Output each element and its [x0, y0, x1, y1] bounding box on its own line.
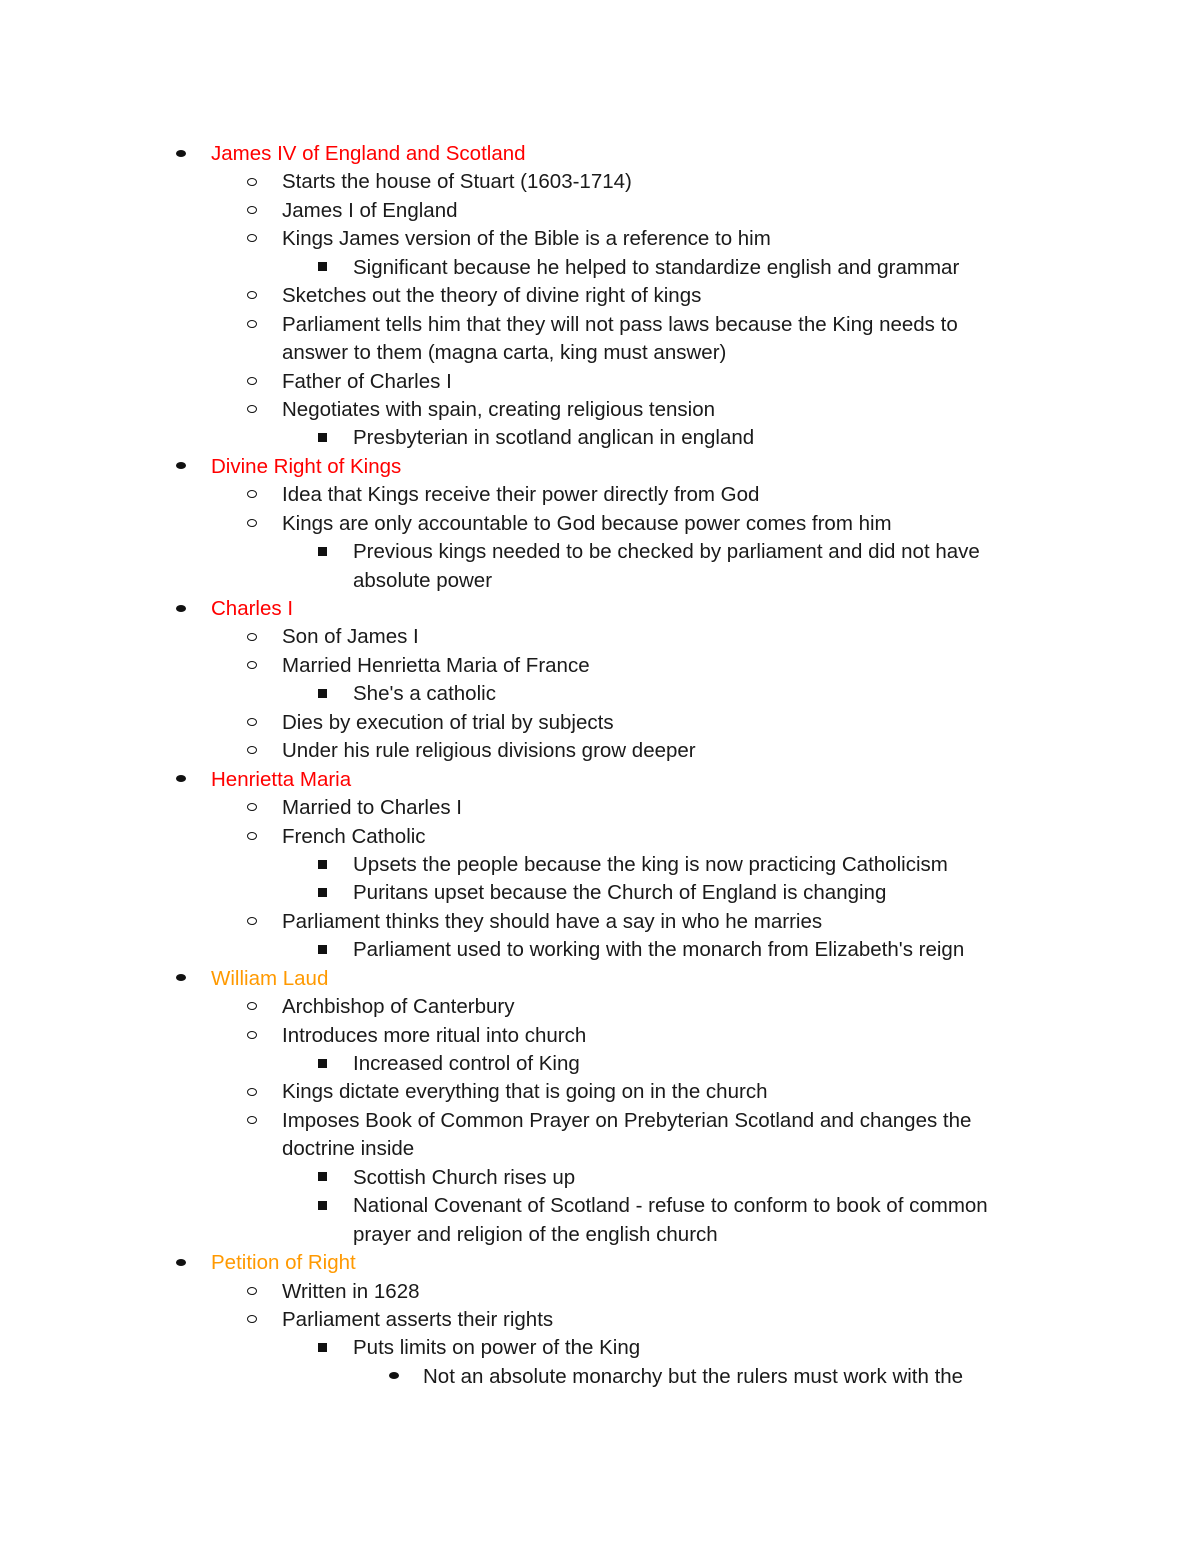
- list-item: [0, 1278, 1200, 1306]
- bullet-circle-icon: [247, 481, 261, 509]
- list-item-text: doctrine inside: [282, 1137, 415, 1161]
- list-item-text: Son of James I: [282, 625, 419, 649]
- list-item: [0, 794, 1200, 822]
- bullet-dot-icon: [176, 766, 190, 794]
- document-page: [0, 140, 1200, 1391]
- list-item: [0, 851, 1200, 879]
- section-heading-text: Petition of Right: [211, 1251, 356, 1275]
- list-item-text: French Catholic: [282, 824, 426, 848]
- bullet-square-icon: [318, 680, 332, 708]
- bullet-square-icon: [318, 851, 332, 879]
- section-heading-text: William Laud: [211, 966, 329, 990]
- list-item: [0, 1221, 1200, 1249]
- section-heading: [0, 766, 1200, 794]
- list-item-text: Parliament used to working with the monarch from Elizabeth's reign: [353, 938, 965, 962]
- list-item: [0, 567, 1200, 595]
- bullet-dot-icon: [176, 140, 190, 168]
- bullet-circle-icon: [247, 311, 261, 339]
- list-item: [0, 1022, 1200, 1050]
- bullet-circle-icon: [247, 396, 261, 424]
- list-item-text: National Covenant of Scotland - refuse to conform to book of common: [353, 1194, 988, 1218]
- bullet-circle-icon: [247, 908, 261, 936]
- list-item-text: Imposes Book of Common Prayer on Prebyterian Scotland and changes the: [282, 1108, 972, 1132]
- list-item: [0, 879, 1200, 907]
- section-heading: [0, 595, 1200, 623]
- section-heading-text: Henrietta Maria: [211, 767, 352, 791]
- bullet-circle-icon: [247, 623, 261, 651]
- list-item-text: Idea that Kings receive their power directly from God: [282, 483, 760, 507]
- section-heading-text: Divine Right of Kings: [211, 454, 402, 478]
- list-item-text: Kings James version of the Bible is a reference to him: [282, 227, 771, 251]
- list-item: [0, 424, 1200, 452]
- list-item-text: Dies by execution of trial by subjects: [282, 710, 614, 734]
- list-item: [0, 680, 1200, 708]
- list-item: [0, 510, 1200, 538]
- bullet-square-icon: [318, 936, 332, 964]
- list-item: [0, 737, 1200, 765]
- bullet-square-icon: [318, 538, 332, 566]
- list-item-text: Father of Charles I: [282, 369, 452, 393]
- list-item: [0, 652, 1200, 680]
- list-item-text: She's a catholic: [353, 682, 496, 706]
- list-item-text: Negotiates with spain, creating religious tension: [282, 397, 716, 421]
- list-item-text: Married Henrietta Maria of France: [282, 653, 590, 677]
- list-item: [0, 1334, 1200, 1362]
- list-item: [0, 1050, 1200, 1078]
- bullet-dot-icon: [176, 965, 190, 993]
- section-heading: [0, 453, 1200, 481]
- section-heading: [0, 140, 1200, 168]
- bullet-circle-icon: [247, 737, 261, 765]
- bullet-circle-icon: [247, 1278, 261, 1306]
- list-item: [0, 339, 1200, 367]
- list-item-text: Kings dictate everything that is going on in the church: [282, 1080, 768, 1104]
- bullet-circle-icon: [247, 368, 261, 396]
- list-item-text: Introduces more ritual into church: [282, 1023, 587, 1047]
- list-item: [0, 623, 1200, 651]
- list-item-text: answer to them (magna carta, king must answer): [282, 341, 727, 365]
- list-item: [0, 1078, 1200, 1106]
- list-item-text: Not an absolute monarchy but the rulers must work with the: [423, 1364, 964, 1388]
- section-heading: [0, 965, 1200, 993]
- list-item: [0, 168, 1200, 196]
- list-item: [0, 1107, 1200, 1135]
- section-heading-text: Charles I: [211, 597, 294, 620]
- list-item-text: Under his rule religious divisions grow deeper: [282, 739, 696, 763]
- list-item: [0, 368, 1200, 396]
- list-item: [0, 197, 1200, 225]
- list-item-text: prayer and religion of the english church: [353, 1222, 718, 1246]
- list-item: [0, 1306, 1200, 1334]
- list-item: [0, 254, 1200, 282]
- list-item-text: Sketches out the theory of divine right of kings: [282, 284, 702, 308]
- bullet-circle-icon: [247, 1107, 261, 1135]
- section-heading-text: James IV of England and Scotland: [211, 142, 526, 165]
- section-heading: [0, 1249, 1200, 1277]
- bullet-circle-icon: [247, 168, 261, 196]
- bullet-square-icon: [318, 424, 332, 452]
- bullet-circle-icon: [247, 1078, 261, 1106]
- list-item: [0, 481, 1200, 509]
- list-item: [0, 1135, 1200, 1163]
- list-item-text: Upsets the people because the king is now practicing Catholicism: [353, 852, 948, 876]
- list-item: [0, 908, 1200, 936]
- bullet-dot-icon: [176, 595, 190, 623]
- list-item-text: absolute power: [353, 568, 493, 592]
- list-item-text: Kings are only accountable to God because power comes from him: [282, 511, 892, 535]
- bullet-dot-icon: [389, 1363, 403, 1391]
- list-item-text: James I of England: [282, 198, 458, 222]
- list-item-text: Significant because he helped to standardize english and grammar: [353, 255, 960, 279]
- list-item-text: Parliament tells him that they will not pass laws because the King needs to: [282, 312, 958, 336]
- list-item: [0, 311, 1200, 339]
- list-item-text: Scottish Church rises up: [353, 1165, 576, 1189]
- bullet-square-icon: [318, 1050, 332, 1078]
- list-item: [0, 396, 1200, 424]
- list-item-text: Previous kings needed to be checked by parliament and did not have: [353, 540, 980, 564]
- list-item: [0, 538, 1200, 566]
- list-item: [0, 1192, 1200, 1220]
- list-item-text: Puritans upset because the Church of England is changing: [353, 881, 887, 905]
- bullet-circle-icon: [247, 510, 261, 538]
- list-item: [0, 823, 1200, 851]
- list-item-text: Presbyterian in scotland anglican in england: [353, 426, 755, 450]
- list-item: [0, 225, 1200, 253]
- list-item: [0, 993, 1200, 1021]
- bullet-circle-icon: [247, 282, 261, 310]
- list-item-text: Increased control of King: [353, 1052, 580, 1075]
- bullet-square-icon: [318, 254, 332, 282]
- bullet-circle-icon: [247, 709, 261, 737]
- list-item-text: Puts limits on power of the King: [353, 1336, 641, 1360]
- bullet-square-icon: [318, 879, 332, 907]
- bullet-square-icon: [318, 1334, 332, 1362]
- list-item-text: Parliament asserts their rights: [282, 1307, 554, 1331]
- list-item: [0, 936, 1200, 964]
- list-item-text: Written in 1628: [282, 1279, 420, 1303]
- bullet-circle-icon: [247, 993, 261, 1021]
- bullet-circle-icon: [247, 197, 261, 225]
- list-item: [0, 282, 1200, 310]
- list-item: [0, 1363, 1200, 1391]
- list-item: [0, 709, 1200, 737]
- bullet-circle-icon: [247, 1306, 261, 1334]
- bullet-circle-icon: [247, 794, 261, 822]
- list-item-text: Archbishop of Canterbury: [282, 995, 515, 1019]
- list-item-text: Parliament thinks they should have a say in who he marries: [282, 909, 823, 933]
- bullet-circle-icon: [247, 823, 261, 851]
- list-item: [0, 1164, 1200, 1192]
- bullet-dot-icon: [176, 453, 190, 481]
- bullet-circle-icon: [247, 225, 261, 253]
- list-item-text: Starts the house of Stuart (1603-1714): [282, 170, 632, 194]
- bullet-dot-icon: [176, 1249, 190, 1277]
- list-item-text: Married to Charles I: [282, 796, 463, 820]
- bullet-square-icon: [318, 1192, 332, 1220]
- bullet-circle-icon: [247, 652, 261, 680]
- bullet-square-icon: [318, 1164, 332, 1192]
- bullet-circle-icon: [247, 1022, 261, 1050]
